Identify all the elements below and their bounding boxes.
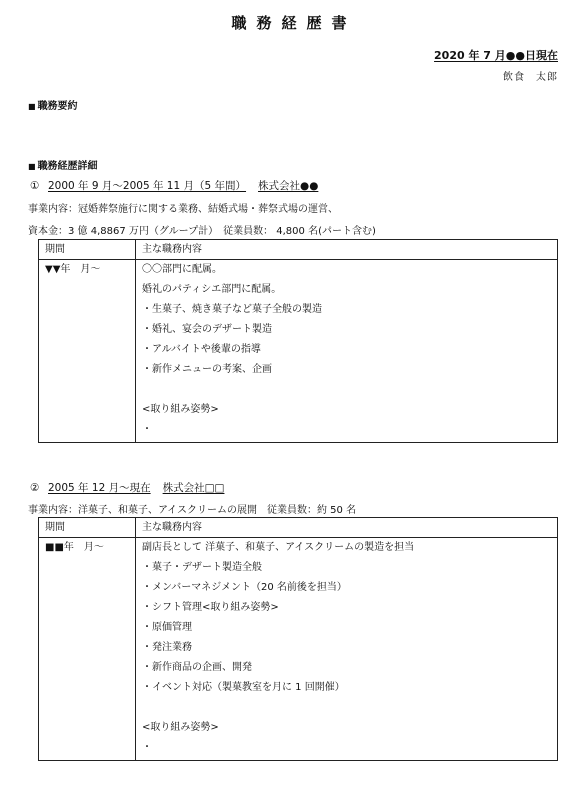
header-duties: 主な職務内容 [136,518,558,538]
list-item: ・婚礼、宴会のデザート製造 [142,324,272,335]
header-period: 期間 [39,518,136,538]
period-cell: ■■年 月～ [39,538,136,761]
list-item: ・菓子・デザート製造全般 [142,562,262,573]
list-item: ・新作メニューの考案、企画 [142,364,272,375]
list-item: ・発注業務 [142,642,192,653]
list-item: ・新作商品の企画、開発 [142,662,252,673]
job-2-business: 事業内容：洋菓子、和菓子、アイスクリームの展開 従業員数：約 50 名 [28,505,357,516]
job-1-company: 株式会社●● [258,180,319,192]
table-row [39,538,558,761]
table-row [39,260,558,443]
list-item: ・アルバイトや後輩の指導 [142,344,261,355]
job-2-company: 株式会社□□ [162,482,225,494]
job-1-capital: 資本金：3 億 4,8867 万円（グループ計） 従業員数： 4,800 名(パート含む) [28,226,376,237]
document-title: 職務経歴書 [231,14,357,32]
table-header-row [39,518,558,538]
table-header-row [39,240,558,260]
detail-heading: ■ 職務経歴詳細 [28,157,98,172]
job-1-header [30,178,318,193]
summary-heading: ■ 職務要約 [28,97,78,112]
list-item: ・ [142,742,152,753]
header-period: 期間 [39,240,136,260]
list-item: ・原価管理 [142,622,192,633]
list-item [142,698,551,718]
list-item: 副店長として 洋菓子、和菓子、アイスクリームの製造を担当 [142,542,415,553]
job-1-table [38,239,558,443]
job-2-period: 2005 年 12 月～現在 [48,482,151,494]
duties-cell [136,260,558,443]
duties-cell [136,538,558,761]
as-of-date: 2020 年 7 月●●日現在 [434,49,558,62]
job-1-number: ① [30,180,40,192]
list-item: <取り組み姿勢> [142,404,219,415]
job-2-header [30,480,224,495]
list-item: ・生菓子、焼き菓子など菓子全般の製造 [142,304,322,315]
list-item: ・ [142,424,152,435]
list-item [142,380,551,400]
list-item: ・イベント対応（製菓教室を月に 1 回開催） [142,682,345,693]
list-item: 婚礼のパティシエ部門に配属。 [142,284,282,295]
period-cell: ▼▼年 月～ [39,260,136,443]
job-2-table [38,517,558,761]
job-1-business: 事業内容：冠婚葬祭施行に関する業務、結婚式場・葬祭式場の運営、 [28,204,338,215]
list-item: 〇〇部門に配属。 [142,264,222,275]
job-2-number: ② [30,482,40,494]
header-duties: 主な職務内容 [136,240,558,260]
job-1-period: 2000 年 9 月～2005 年 11 月（5 年間） [48,180,247,192]
list-item: ・シフト管理<取り組み姿勢> [142,602,279,613]
list-item: <取り組み姿勢> [142,722,219,733]
author-name: 飲食 太郎 [503,72,558,83]
list-item: ・メンバーマネジメント（20 名前後を担当） [142,582,347,593]
